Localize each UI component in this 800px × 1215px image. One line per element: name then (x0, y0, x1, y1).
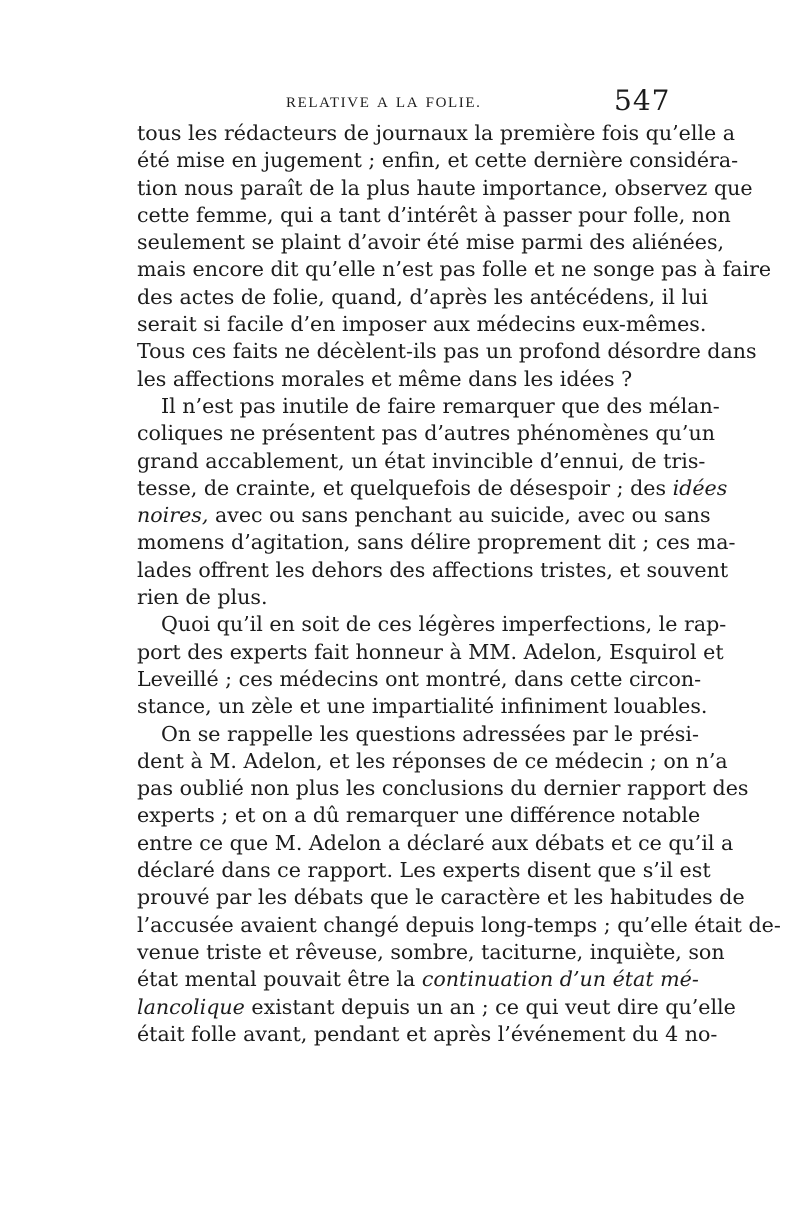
text-line: des actes de folie, quand, d’après les antécédens, il lui (137, 284, 708, 309)
text-line: entre ce que M. Adelon a déclaré aux débats et ce qu’il a (137, 830, 734, 855)
text-line: port des experts fait honneur à MM. Adelon, Esquirol et (137, 639, 724, 664)
text-line: Leveillé ; ces médecins ont montré, dans cette circon- (137, 666, 702, 691)
text-line: momens d’agitation, sans délire proprement dit ; ces ma- (137, 530, 736, 555)
text-line: les affections morales et même dans les idées ? (137, 366, 633, 391)
text-line (137, 966, 699, 993)
text-line: déclaré dans ce rapport. Les experts disent que s’il est (137, 858, 711, 883)
text-segment: existant depuis un an ; ce qui veut dire qu’elle (251, 994, 736, 1019)
body-text (137, 120, 781, 1048)
text-segment: avec ou sans penchant au suicide, avec ou sans (214, 503, 711, 528)
running-head: RELATIVE A LA FOLIE. (286, 95, 482, 111)
text-line (137, 502, 711, 529)
text-line: était folle avant, pendant et après l’événement du 4 no- (137, 1021, 718, 1046)
text-line: l’accusée avaient changé depuis long-temps ; qu’elle était de- (137, 912, 781, 937)
text-line: tous les rédacteurs de journaux la première fois qu’elle a (137, 121, 736, 145)
text-line: experts ; et on a dû remarquer une différence notable (137, 803, 701, 828)
italic-text: idées (672, 475, 728, 500)
text-line: lades offrent les dehors des affections tristes, et souvent (137, 557, 729, 582)
text-line: stance, un zèle et une impartialité infiniment louables. (137, 694, 708, 719)
text-line: prouvé par les débats que le caractère et les habitudes de (137, 885, 745, 910)
text-line: serait si facile d’en imposer aux médecins eux-mêmes. (137, 312, 707, 337)
text-line: tion nous paraît de la plus haute importance, observez que (137, 175, 753, 200)
page-number: 547 (614, 84, 671, 117)
text-line: dent à M. Adelon, et les réponses de ce médecin ; on n’a (137, 748, 728, 773)
text-line: seulement se plaint d’avoir été mise parmi des aliénées, (137, 230, 725, 255)
text-line (137, 994, 736, 1021)
text-line: On se rappelle les questions adressées par le prési- (161, 721, 699, 746)
text-line: coliques ne présentent pas d’autres phénomènes qu’un (137, 421, 715, 446)
text-line: été mise en jugement ; enfin, et cette dernière considéra- (137, 148, 739, 173)
italic-text: continuation d’un état mé- (421, 967, 699, 992)
text-segment: état mental pouvait être la (137, 967, 416, 992)
text-line: Il n’est pas inutile de faire remarquer que des mélan- (161, 393, 720, 418)
text-line: mais encore dit qu’elle n’est pas folle et ne songe pas à faire (137, 257, 772, 282)
text-line: Tous ces faits ne décèlent-ils pas un profond désordre dans (137, 339, 757, 364)
italic-text: lancolique (137, 994, 245, 1019)
text-line (137, 475, 728, 502)
text-line: Quoi qu’il en soit de ces légères imperfections, le rap- (161, 612, 727, 637)
text-segment: tesse, de crainte, et quelquefois de désespoir ; des (137, 475, 667, 500)
text-line: pas oublié non plus les conclusions du dernier rapport des (137, 776, 749, 801)
text-line: cette femme, qui a tant d’intérêt à passer pour folle, non (137, 202, 731, 227)
italic-text: noires, (137, 503, 209, 528)
text-line: grand accablement, un état invincible d’ennui, de tris- (137, 448, 706, 473)
text-line: rien de plus. (137, 585, 268, 610)
text-line: venue triste et rêveuse, sombre, taciturne, inquiète, son (137, 939, 725, 964)
